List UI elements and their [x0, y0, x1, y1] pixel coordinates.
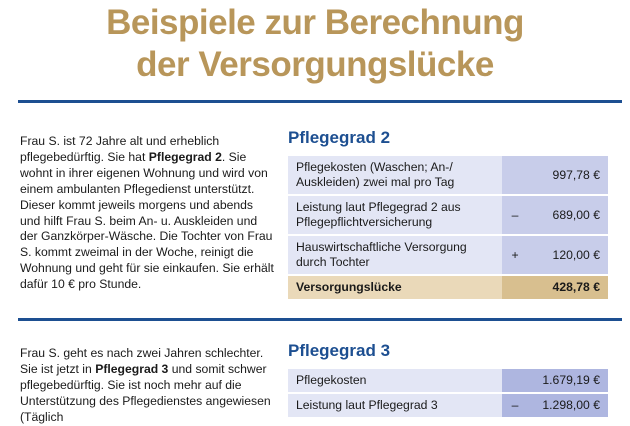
story-1-text-b: . Sie wohnt in ihrer eigenen Wohnung und wird von einem ambulanten Pflegedienst unterstützt. Dieser kommt jeweils morgens und abends und hilft Frau S. beim An- u. Auskleiden und der Ganzkörper-Wäsche. Die Tochter von Frau S. kommt zweimal in der Woche, reinigt die Wohnung und geht für sie einkaufen. Sie erhält dafür 10 € pro Stunde. — [20, 149, 274, 292]
story-1-bold: Pflegegrad 2 — [148, 149, 222, 164]
cost-row-amount: 1.679,19 € — [522, 369, 608, 393]
pflegegrad-2-heading: Pflegegrad 2 — [288, 128, 391, 147]
cost-row — [288, 393, 608, 418]
cost-row-amount: 689,00 € — [522, 195, 608, 235]
page-title-line-2: der Versorgungslücke — [136, 45, 494, 84]
cost-row — [288, 369, 608, 393]
cost-row-sign: – — [502, 393, 522, 418]
section-divider-2 — [18, 318, 622, 321]
cost-row-sign: – — [502, 195, 522, 235]
total-row-sign — [502, 275, 522, 300]
cost-row-amount: 997,78 € — [522, 156, 608, 195]
cost-row-amount: 120,00 € — [522, 235, 608, 275]
total-row — [288, 275, 608, 300]
story-2-text-a: Frau S. geht es nach zwei Jahren schlechter. Sie ist jetzt in — [20, 346, 264, 376]
total-row-label: Versorgungslücke — [288, 275, 502, 300]
story-2-bold: Pflegegrad 3 — [95, 361, 169, 376]
cost-row — [288, 235, 608, 275]
example-2-story — [20, 346, 275, 426]
cost-row — [288, 195, 608, 235]
pflegegrad-3-heading: Pflegegrad 3 — [288, 341, 391, 360]
cost-row-sign: + — [502, 235, 522, 275]
section-divider-1 — [18, 100, 622, 103]
story-2-text-b: und somit schwer pflegebedürftig. Sie ist noch mehr auf die Unterstützung des Pflegedienstes angewiesen (Täglich — [20, 361, 271, 424]
page-title — [0, 2, 630, 86]
example-1-story — [20, 134, 275, 293]
page-title-line-1: Beispiele zur Berechnung — [106, 3, 524, 42]
cost-row-label: Pflegekosten (Waschen; An-/ Auskleiden) zwei mal pro Tag — [288, 156, 502, 195]
cost-row-sign — [502, 369, 522, 393]
cost-row-label: Leistung laut Pflegegrad 3 — [288, 393, 502, 418]
cost-row-label: Leistung laut Pflegegrad 2 aus Pflegepflichtversicherung — [288, 195, 502, 235]
pflegegrad-2-cost-table — [288, 156, 608, 301]
total-row-amount: 428,78 € — [522, 275, 608, 300]
story-1-text-a: Frau S. ist 72 Jahre alt und erheblich pflegebedürftig. Sie hat — [20, 134, 220, 164]
cost-row-label: Pflegekosten — [288, 369, 502, 393]
cost-row-amount: 1.298,00 € — [522, 393, 608, 418]
cost-row-label: Hauswirtschaftliche Versorgung durch Tochter — [288, 235, 502, 275]
cost-row — [288, 156, 608, 195]
cost-row-sign — [502, 156, 522, 195]
